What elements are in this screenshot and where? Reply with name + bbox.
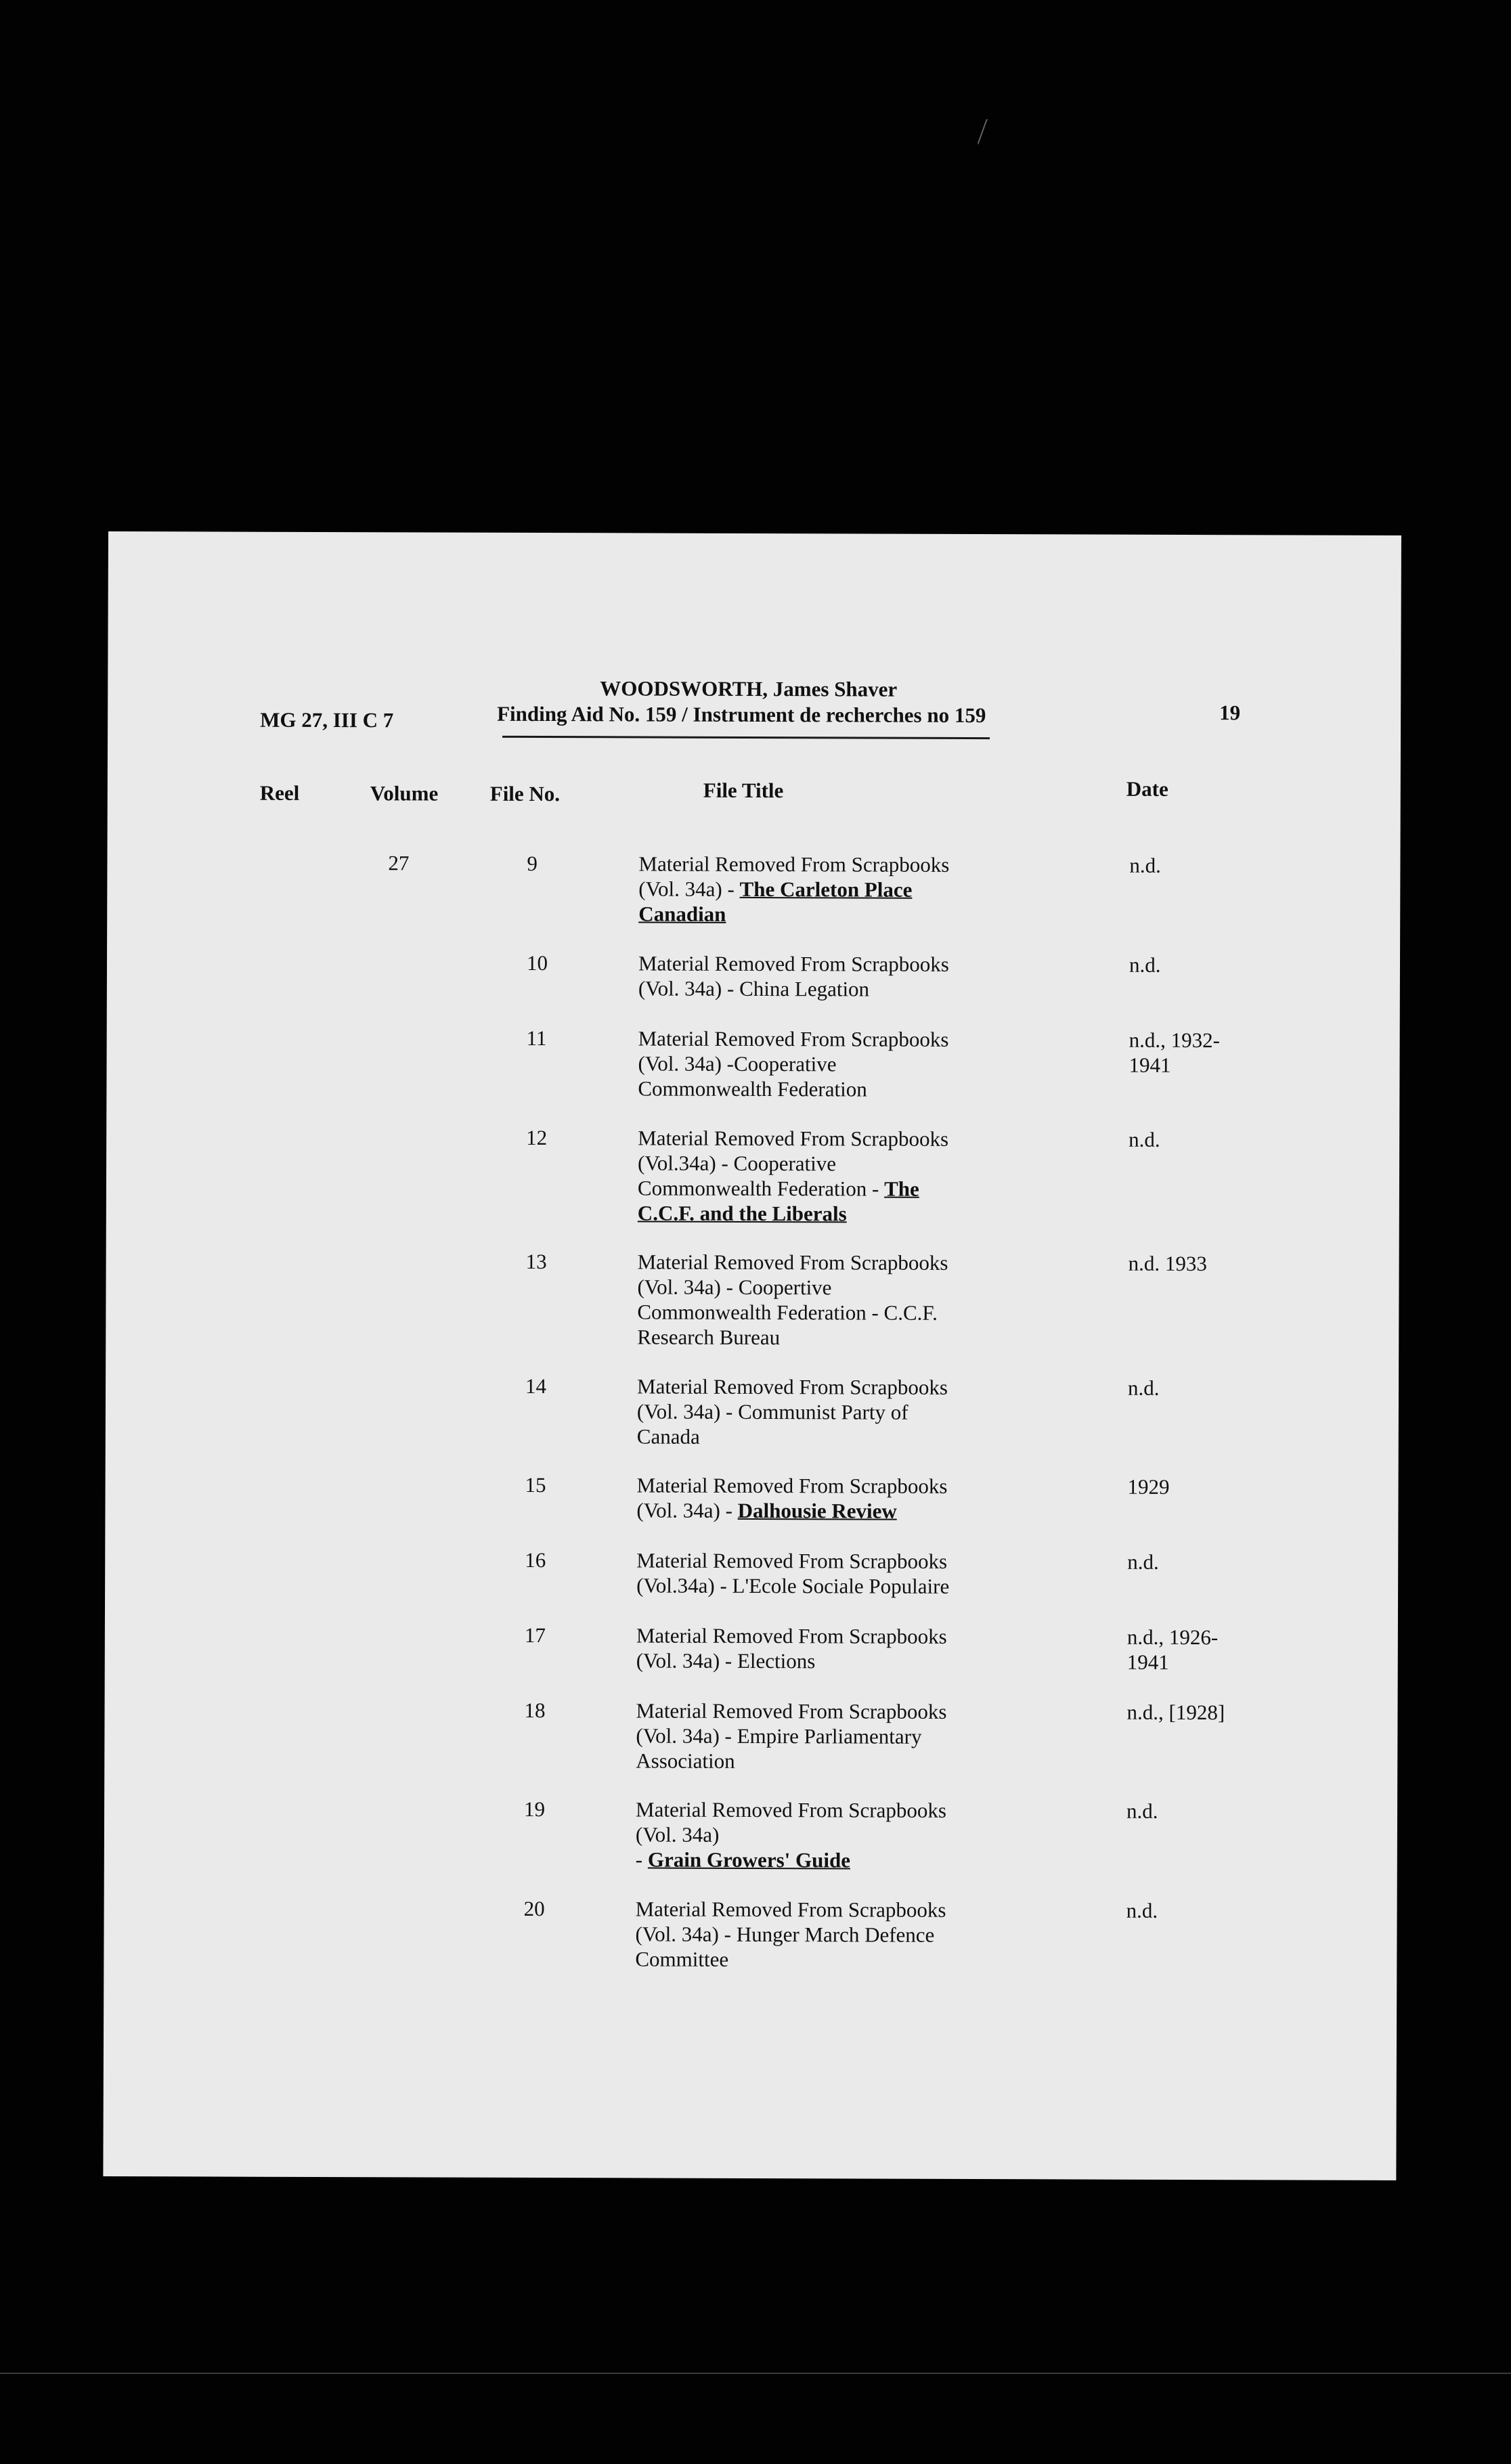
file-number-cell: 12 [526, 1125, 548, 1150]
file-entry [104, 1895, 1397, 1971]
file-number-cell: 11 [526, 1026, 547, 1051]
file-entry [104, 1795, 1397, 1872]
file-title-line: Association [636, 1748, 735, 1773]
date-cell [1126, 1898, 1275, 1924]
file-title-line: (Vol.34a) - Cooperative [638, 1151, 837, 1176]
file-title-line: Material Removed From Scrapbooks [638, 951, 949, 976]
file-title-line: Material Removed From Scrapbooks [636, 1698, 947, 1723]
file-title-line: Material Removed From Scrapbooks [636, 1797, 947, 1822]
file-title-line: (Vol.34a) - L'Ecole Sociale Populaire [636, 1573, 950, 1598]
file-entry [105, 1621, 1398, 1674]
file-title-cell [638, 1125, 1017, 1227]
date-cell [1129, 1127, 1277, 1153]
date-line: n.d. [1126, 1898, 1158, 1922]
file-title-cell [638, 851, 1017, 927]
finding-aid-number: Finding Aid No. 159 / Instrument de recherches no 159 [497, 701, 986, 728]
date-cell [1127, 1549, 1276, 1575]
file-entry [106, 1124, 1399, 1226]
file-entry [107, 949, 1400, 1001]
date-cell [1129, 1028, 1277, 1078]
file-title-line: Material Removed From Scrapbooks [637, 1250, 948, 1275]
file-title-line: Research Bureau [637, 1325, 781, 1350]
col-reel: Reel [259, 780, 300, 805]
date-line: n.d., 1932- [1129, 1028, 1221, 1053]
page-number: 19 [1219, 701, 1241, 725]
date-line: n.d. [1126, 1799, 1158, 1823]
underlined-publication-title: Dalhousie Review [737, 1498, 897, 1523]
file-title-line: Material Removed From Scrapbooks [636, 1374, 948, 1399]
file-entry [106, 1248, 1399, 1350]
date-line: n.d. [1127, 1376, 1160, 1400]
file-entry [106, 1471, 1399, 1523]
date-line: n.d. [1129, 952, 1161, 977]
file-title-line: Commonwealth Federation [638, 1076, 867, 1101]
file-title-cell [636, 1547, 1015, 1599]
date-cell [1127, 1625, 1276, 1675]
underlined-publication-title: Canadian [638, 902, 726, 926]
file-title-line: (Vol. 34a) - The Carleton Place [638, 877, 913, 902]
file-entry [107, 1024, 1400, 1101]
file-title-line: Material Removed From Scrapbooks [638, 852, 950, 877]
date-cell [1129, 1251, 1277, 1277]
file-entry [108, 850, 1401, 926]
scan-edge-line [0, 2373, 1511, 2374]
date-line: n.d. [1129, 1127, 1160, 1151]
file-entry [105, 1546, 1398, 1598]
date-cell [1128, 1376, 1277, 1401]
file-title-line: (Vol. 34a) -Cooperative [638, 1051, 837, 1076]
file-title-line: Material Removed From Scrapbooks [636, 1623, 947, 1648]
date-cell [1129, 853, 1278, 879]
date-cell [1126, 1799, 1275, 1824]
underlined-publication-title: Grain Growers' Guide [647, 1847, 851, 1872]
file-title-line: (Vol. 34a) - Communist Party of [636, 1399, 908, 1424]
date-line: n.d. 1933 [1128, 1251, 1207, 1276]
file-title-line: (Vol. 34a) - Hunger March Defence [635, 1922, 935, 1947]
date-line: n.d. [1127, 1549, 1159, 1574]
date-line: n.d. [1129, 853, 1162, 877]
file-title-line: Material Removed From Scrapbooks [635, 1897, 946, 1922]
date-cell [1129, 952, 1278, 978]
col-file-no: File No. [489, 781, 561, 806]
file-entry [106, 1372, 1399, 1449]
file-title-line [638, 901, 1017, 927]
file-title-line: Commonwealth Federation - The [637, 1176, 919, 1201]
underlined-publication-title: C.C.F. and the Liberals [637, 1201, 847, 1226]
underlined-publication-title: The [884, 1176, 919, 1201]
file-number-cell: 9 [527, 851, 538, 875]
date-line: 1941 [1126, 1650, 1169, 1674]
file-title-cell [636, 1623, 1015, 1674]
file-title-cell [638, 950, 1017, 1002]
date-line: 1929 [1127, 1474, 1170, 1499]
file-number-cell: 18 [524, 1698, 546, 1723]
volume-cell: 27 [388, 851, 410, 875]
file-title-cell [636, 1797, 1015, 1873]
date-line: n.d., 1926- [1126, 1625, 1219, 1650]
date-line: n.d., [1928] [1126, 1700, 1225, 1725]
col-volume: Volume [370, 781, 439, 806]
file-title-line: Commonwealth Federation - C.C.F. [637, 1300, 938, 1325]
file-title-line: Material Removed From Scrapbooks [636, 1548, 948, 1573]
file-title-cell [636, 1472, 1015, 1524]
file-title-line: Committee [635, 1947, 729, 1971]
file-title-line: (Vol. 34a) [635, 1822, 720, 1847]
file-title-line: Material Removed From Scrapbooks [636, 1473, 948, 1498]
collection-code: MG 27, III C 7 [260, 707, 394, 732]
file-title-cell [637, 1249, 1016, 1350]
file-title-line: - Grain Growers' Guide [635, 1847, 851, 1872]
file-title-line: Material Removed From Scrapbooks [638, 1026, 949, 1051]
file-number-cell: 16 [525, 1547, 546, 1572]
underlined-publication-title: The Carleton Place [739, 877, 913, 902]
file-title-line: (Vol. 34a) - China Legation [638, 976, 870, 1001]
file-number-cell: 15 [525, 1472, 546, 1497]
file-title-cell [638, 1026, 1017, 1102]
finding-aid-page [103, 531, 1401, 2180]
file-number-cell: 19 [524, 1797, 546, 1822]
file-number-cell: 13 [525, 1249, 547, 1274]
file-title-cell [636, 1698, 1015, 1774]
file-title-line: (Vol. 34a) - Elections [636, 1648, 816, 1673]
date-cell [1126, 1700, 1275, 1725]
col-date: Date [1126, 776, 1168, 801]
file-number-cell: 14 [525, 1373, 547, 1399]
file-number-cell: 17 [524, 1623, 546, 1648]
file-number-cell: 20 [523, 1896, 545, 1921]
date-line: 1941 [1129, 1053, 1171, 1077]
date-cell [1128, 1474, 1277, 1500]
scan-speck [977, 118, 990, 146]
file-title-cell [637, 1373, 1016, 1450]
file-number-cell: 10 [526, 950, 548, 975]
file-entry [105, 1696, 1398, 1773]
file-title-line: (Vol. 34a) - Coopertive [637, 1275, 832, 1300]
file-title-line: (Vol. 34a) - Dalhousie Review [636, 1498, 897, 1523]
file-title-line: Canada [636, 1424, 700, 1449]
file-title-line [638, 1200, 1017, 1227]
file-title-line: (Vol. 34a) - Empire Parliamentary [636, 1723, 922, 1748]
fonds-name: WOODSWORTH, James Shaver [600, 676, 898, 701]
col-file-title: File Title [703, 778, 784, 803]
file-title-cell [635, 1896, 1014, 1973]
file-title-line: Material Removed From Scrapbooks [638, 1126, 949, 1151]
header-rule [502, 736, 990, 739]
